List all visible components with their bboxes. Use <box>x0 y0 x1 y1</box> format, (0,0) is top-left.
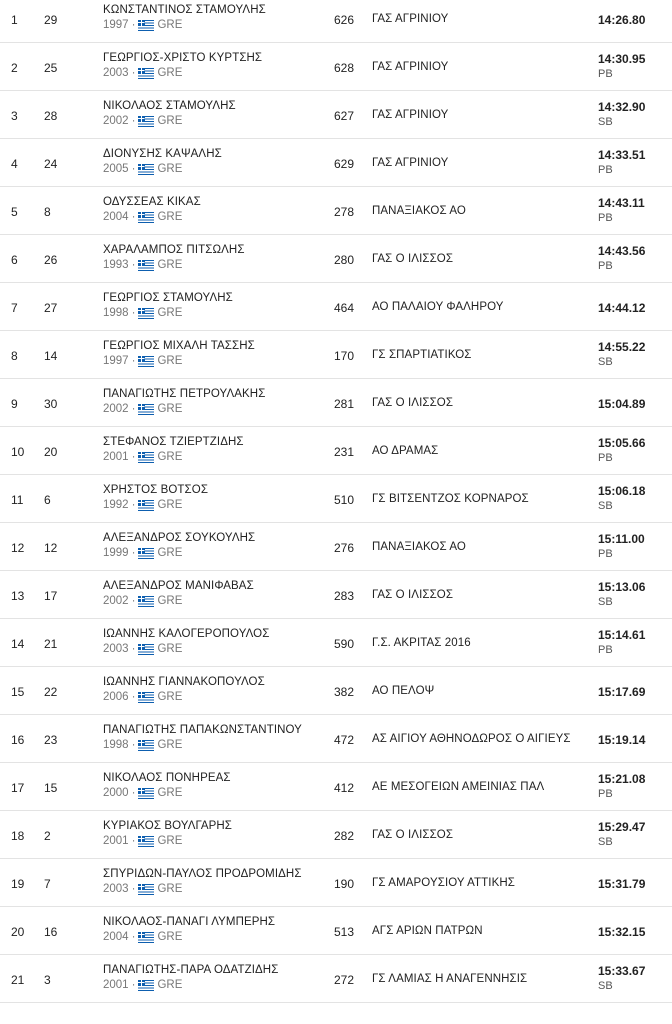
athlete-meta <box>103 451 182 463</box>
result-row[interactable] <box>0 523 672 571</box>
nationality: GRE <box>157 643 183 655</box>
result-time: 14:55.22 <box>598 340 646 354</box>
result-time: 15:17.69 <box>598 685 646 699</box>
rank: 15 <box>11 685 25 699</box>
result-time: 15:33.67 <box>598 964 646 978</box>
athlete-meta <box>103 643 182 655</box>
result-row[interactable] <box>0 379 672 427</box>
greece-flag-icon <box>138 212 154 223</box>
greece-flag-icon <box>138 116 154 127</box>
bib-number: 30 <box>44 397 58 411</box>
club-name[interactable]: ΑΟ ΠΑΛΑΙΟΥ ΦΑΛΗΡΟΥ <box>372 301 504 313</box>
bib-number: 17 <box>44 589 58 603</box>
greece-flag-icon <box>138 308 154 319</box>
result-row[interactable] <box>0 0 672 43</box>
nationality: GRE <box>157 355 183 367</box>
athlete-meta <box>103 211 182 223</box>
result-time: 14:32.90 <box>598 100 646 114</box>
meta-separator: · <box>131 403 136 415</box>
result-row[interactable] <box>0 619 672 667</box>
points: 190 <box>334 877 355 891</box>
meta-separator: · <box>131 931 136 943</box>
bib-number: 15 <box>44 781 58 795</box>
athlete-name[interactable]: ΚΥΡΙΑΚΟΣ ΒΟΥΛΓΑΡΗΣ <box>103 820 233 832</box>
rank: 16 <box>11 733 25 747</box>
nationality: GRE <box>157 499 183 511</box>
greece-flag-icon <box>138 164 154 175</box>
points: 231 <box>334 445 355 459</box>
result-time: 15:31.79 <box>598 877 646 891</box>
result-row[interactable] <box>0 235 672 283</box>
athlete-meta <box>103 979 182 991</box>
nationality: GRE <box>157 691 183 703</box>
record-badge: PB <box>598 212 613 224</box>
club-name[interactable]: ΓΑΣ Ο ΙΛΙΣΣΟΣ <box>372 829 454 841</box>
result-time: 15:06.18 <box>598 484 646 498</box>
result-row[interactable] <box>0 475 672 523</box>
nationality: GRE <box>157 163 183 175</box>
nationality: GRE <box>157 19 183 31</box>
athlete-name[interactable]: ΙΩΑΝΝΗΣ ΚΑΛΟΓΕΡΟΠΟΥΛΟΣ <box>103 628 270 640</box>
birth-year: 1999 <box>103 547 129 559</box>
result-time: 15:29.47 <box>598 820 646 834</box>
athlete-name[interactable]: ΝΙΚΟΛΑΟΣ ΣΤΑΜΟΥΛΗΣ <box>103 100 236 112</box>
result-row[interactable] <box>0 91 672 139</box>
birth-year: 1997 <box>103 19 129 31</box>
nationality: GRE <box>157 931 183 943</box>
nationality: GRE <box>157 211 183 223</box>
club-name[interactable]: ΑΣ ΑΙΓΙΟΥ ΑΘΗΝΟΔΩΡΟΣ Ο ΑΙΓΙΕΥΣ <box>372 733 571 745</box>
points: 464 <box>334 301 355 315</box>
athlete-name[interactable]: ΟΔΥΣΣΕΑΣ ΚΙΚΑΣ <box>103 196 201 208</box>
greece-flag-icon <box>138 932 154 943</box>
nationality: GRE <box>157 979 183 991</box>
birth-year: 2001 <box>103 979 129 991</box>
rank: 12 <box>11 541 25 555</box>
result-row[interactable] <box>0 715 672 763</box>
bib-number: 28 <box>44 109 58 123</box>
points: 276 <box>334 541 355 555</box>
athlete-name[interactable]: ΔΙΟΝΥΣΗΣ ΚΑΨΑΛΗΣ <box>103 148 222 160</box>
bib-number: 29 <box>44 13 58 27</box>
nationality: GRE <box>157 883 183 895</box>
greece-flag-icon <box>138 980 154 991</box>
rank: 8 <box>11 349 18 363</box>
bib-number: 23 <box>44 733 58 747</box>
club-name[interactable]: ΓΣ ΣΠΑΡΤΙΑΤΙΚΟΣ <box>372 349 472 361</box>
result-time: 15:19.14 <box>598 733 646 747</box>
birth-year: 2003 <box>103 67 129 79</box>
bib-number: 24 <box>44 157 58 171</box>
record-badge: SB <box>598 500 613 512</box>
bib-number: 20 <box>44 445 58 459</box>
result-time: 15:21.08 <box>598 772 646 786</box>
athlete-name[interactable]: ΚΩΝΣΤΑΝΤΙΝΟΣ ΣΤΑΜΟΥΛΗΣ <box>103 4 266 16</box>
athlete-meta <box>103 691 182 703</box>
greece-flag-icon <box>138 788 154 799</box>
meta-separator: · <box>131 19 136 31</box>
record-badge: PB <box>598 644 613 656</box>
bib-number: 25 <box>44 61 58 75</box>
birth-year: 2006 <box>103 691 129 703</box>
athlete-name[interactable]: ΠΑΝΑΓΙΩΤΗΣ ΠΕΤΡΟΥΛΑΚΗΣ <box>103 388 266 400</box>
bib-number: 22 <box>44 685 58 699</box>
record-badge: PB <box>598 788 613 800</box>
bib-number: 21 <box>44 637 58 651</box>
bib-number: 26 <box>44 253 58 267</box>
result-row[interactable] <box>0 907 672 955</box>
athlete-meta <box>103 835 182 847</box>
rank: 18 <box>11 829 25 843</box>
meta-separator: · <box>131 643 136 655</box>
athlete-name[interactable]: ΧΡΗΣΤΟΣ ΒΟΤΣΟΣ <box>103 484 209 496</box>
club-name[interactable]: ΠΑΝΑΞΙΑΚΟΣ ΑΟ <box>372 205 466 217</box>
meta-separator: · <box>131 211 136 223</box>
athlete-meta <box>103 259 182 271</box>
athlete-name[interactable]: ΑΛΕΞΑΝΔΡΟΣ ΜΑΝΙΦΑΒΑΣ <box>103 580 254 592</box>
result-row[interactable] <box>0 187 672 235</box>
points: 272 <box>334 973 355 987</box>
athlete-meta <box>103 67 182 79</box>
club-name[interactable]: ΓΑΣ Ο ΙΛΙΣΣΟΣ <box>372 589 454 601</box>
greece-flag-icon <box>138 356 154 367</box>
meta-separator: · <box>131 355 136 367</box>
birth-year: 2002 <box>103 403 129 415</box>
meta-separator: · <box>131 547 136 559</box>
greece-flag-icon <box>138 68 154 79</box>
bib-number: 14 <box>44 349 58 363</box>
athlete-name[interactable]: ΠΑΝΑΓΙΩΤΗΣ-ΠΑΡΑ ΟΔΑΤΖΙΔΗΣ <box>103 964 279 976</box>
birth-year: 2001 <box>103 835 129 847</box>
birth-year: 1998 <box>103 307 129 319</box>
athlete-name[interactable]: ΝΙΚΟΛΑΟΣ-ΠΑΝΑΓΙ ΛΥΜΠΕΡΗΣ <box>103 916 276 928</box>
rank: 5 <box>11 205 18 219</box>
nationality: GRE <box>157 835 183 847</box>
athlete-meta <box>103 115 182 127</box>
record-badge: SB <box>598 836 613 848</box>
club-name[interactable]: ΑΟ ΠΕΛΟΨ <box>372 685 435 697</box>
athlete-meta <box>103 163 182 175</box>
rank: 9 <box>11 397 18 411</box>
athlete-name[interactable]: ΣΤΕΦΑΝΟΣ ΤΖΙΕΡΤΖΙΔΗΣ <box>103 436 244 448</box>
greece-flag-icon <box>138 260 154 271</box>
record-badge: PB <box>598 68 613 80</box>
greece-flag-icon <box>138 836 154 847</box>
result-time: 15:32.15 <box>598 925 646 939</box>
points: 382 <box>334 685 355 699</box>
result-row[interactable] <box>0 859 672 907</box>
record-badge: PB <box>598 164 613 176</box>
result-time: 14:43.11 <box>598 196 645 210</box>
points: 510 <box>334 493 355 507</box>
bib-number: 2 <box>44 829 51 843</box>
birth-year: 2002 <box>103 115 129 127</box>
club-name[interactable]: ΑΕ ΜΕΣΟΓΕΙΩΝ ΑΜΕΙΝΙΑΣ ΠΑΛ <box>372 781 545 793</box>
points: 513 <box>334 925 355 939</box>
greece-flag-icon <box>138 884 154 895</box>
club-name[interactable]: Γ.Σ. ΑΚΡΙΤΑΣ 2016 <box>372 637 471 649</box>
meta-separator: · <box>131 787 136 799</box>
result-time: 15:13.06 <box>598 580 646 594</box>
rank: 2 <box>11 61 18 75</box>
rank: 3 <box>11 109 18 123</box>
nationality: GRE <box>157 115 183 127</box>
athlete-name[interactable]: ΑΛΕΞΑΝΔΡΟΣ ΣΟΥΚΟΥΛΗΣ <box>103 532 256 544</box>
bib-number: 27 <box>44 301 58 315</box>
result-time: 14:26.80 <box>598 13 646 27</box>
meta-separator: · <box>131 499 136 511</box>
athlete-meta <box>103 787 182 799</box>
record-badge: SB <box>598 116 613 128</box>
meta-separator: · <box>131 883 136 895</box>
meta-separator: · <box>131 259 136 271</box>
record-badge: SB <box>598 356 613 368</box>
result-time: 15:14.61 <box>598 628 646 642</box>
result-time: 14:43.56 <box>598 244 646 258</box>
athlete-name[interactable]: ΓΕΩΡΓΙΟΣ ΣΤΑΜΟΥΛΗΣ <box>103 292 233 304</box>
birth-year: 2004 <box>103 931 129 943</box>
club-name[interactable]: ΑΟ ΔΡΑΜΑΣ <box>372 445 439 457</box>
athlete-name[interactable]: ΧΑΡΑΛΑΜΠΟΣ ΠΙΤΣΩΛΗΣ <box>103 244 245 256</box>
points: 627 <box>334 109 355 123</box>
athlete-name[interactable]: ΠΑΝΑΓΙΩΤΗΣ ΠΑΠΑΚΩΝΣΤΑΝΤΙΝΟΥ <box>103 724 302 736</box>
result-time: 15:11.00 <box>598 532 645 546</box>
athlete-name[interactable]: ΓΕΩΡΓΙΟΣ-ΧΡΙΣΤΟ ΚΥΡΤΣΗΣ <box>103 52 263 64</box>
rank: 13 <box>11 589 25 603</box>
birth-year: 1993 <box>103 259 129 271</box>
rank: 4 <box>11 157 18 171</box>
result-time: 14:44.12 <box>598 301 646 315</box>
points: 629 <box>334 157 355 171</box>
nationality: GRE <box>157 451 183 463</box>
athlete-meta <box>103 595 182 607</box>
club-name[interactable]: ΓΑΣ ΑΓΡΙΝΙΟΥ <box>372 13 449 25</box>
result-row[interactable] <box>0 571 672 619</box>
athlete-meta <box>103 499 182 511</box>
rank: 14 <box>11 637 25 651</box>
nationality: GRE <box>157 259 183 271</box>
result-row[interactable] <box>0 139 672 187</box>
nationality: GRE <box>157 739 183 751</box>
result-row[interactable] <box>0 811 672 859</box>
athlete-meta <box>103 547 182 559</box>
points: 280 <box>334 253 355 267</box>
meta-separator: · <box>131 835 136 847</box>
birth-year: 2001 <box>103 451 129 463</box>
greece-flag-icon <box>138 548 154 559</box>
nationality: GRE <box>157 595 183 607</box>
birth-year: 2002 <box>103 595 129 607</box>
greece-flag-icon <box>138 692 154 703</box>
points: 283 <box>334 589 355 603</box>
bib-number: 8 <box>44 205 51 219</box>
rank: 17 <box>11 781 25 795</box>
athlete-name[interactable]: ΝΙΚΟΛΑΟΣ ΠΟΝΗΡΕΑΣ <box>103 772 231 784</box>
points: 412 <box>334 781 355 795</box>
points: 472 <box>334 733 355 747</box>
athlete-meta <box>103 19 182 31</box>
points: 170 <box>334 349 355 363</box>
club-name[interactable]: ΓΑΣ ΑΓΡΙΝΙΟΥ <box>372 157 449 169</box>
nationality: GRE <box>157 403 183 415</box>
points: 626 <box>334 13 355 27</box>
rank: 1 <box>11 13 18 27</box>
birth-year: 2000 <box>103 787 129 799</box>
greece-flag-icon <box>138 596 154 607</box>
result-time: 15:05.66 <box>598 436 646 450</box>
result-time: 15:04.89 <box>598 397 646 411</box>
birth-year: 2005 <box>103 163 129 175</box>
result-row[interactable] <box>0 427 672 475</box>
bib-number: 7 <box>44 877 51 891</box>
record-badge: PB <box>598 452 613 464</box>
rank: 7 <box>11 301 18 315</box>
meta-separator: · <box>131 739 136 751</box>
greece-flag-icon <box>138 404 154 415</box>
athlete-meta <box>103 355 182 367</box>
result-time: 14:30.95 <box>598 52 646 66</box>
meta-separator: · <box>131 979 136 991</box>
rank: 19 <box>11 877 25 891</box>
athlete-meta <box>103 883 182 895</box>
club-name[interactable]: ΓΣ ΒΙΤΣΕΝΤΖΟΣ ΚΟΡΝΑΡΟΣ <box>372 493 529 505</box>
club-name[interactable]: ΓΑΣ ΑΓΡΙΝΙΟΥ <box>372 109 449 121</box>
athlete-name[interactable]: ΣΠΥΡΙΔΩΝ-ΠΑΥΛΟΣ ΠΡΟΔΡΟΜΙΔΗΣ <box>103 868 302 880</box>
meta-separator: · <box>131 67 136 79</box>
athlete-name[interactable]: ΙΩΑΝΝΗΣ ΓΙΑΝΝΑΚΟΠΟΥΛΟΣ <box>103 676 265 688</box>
club-name[interactable]: ΓΣ ΑΜΑΡΟΥΣΙΟΥ ΑΤΤΙΚΗΣ <box>372 877 515 889</box>
club-name[interactable]: ΓΑΣ Ο ΙΛΙΣΣΟΣ <box>372 253 454 265</box>
birth-year: 2004 <box>103 211 129 223</box>
birth-year: 1992 <box>103 499 129 511</box>
result-row[interactable] <box>0 283 672 331</box>
result-time: 14:33.51 <box>598 148 646 162</box>
nationality: GRE <box>157 547 183 559</box>
athlete-meta <box>103 307 182 319</box>
result-row[interactable] <box>0 667 672 715</box>
bib-number: 16 <box>44 925 58 939</box>
rank: 10 <box>11 445 25 459</box>
points: 282 <box>334 829 355 843</box>
meta-separator: · <box>131 115 136 127</box>
greece-flag-icon <box>138 20 154 31</box>
greece-flag-icon <box>138 644 154 655</box>
bib-number: 6 <box>44 493 51 507</box>
nationality: GRE <box>157 67 183 79</box>
athlete-meta <box>103 403 182 415</box>
nationality: GRE <box>157 307 183 319</box>
club-name[interactable]: ΓΣ ΛΑΜΙΑΣ Η ΑΝΑΓΕΝΝΗΣΙΣ <box>372 973 528 985</box>
record-badge: SB <box>598 980 613 992</box>
greece-flag-icon <box>138 452 154 463</box>
meta-separator: · <box>131 451 136 463</box>
rank: 21 <box>11 973 25 987</box>
result-row[interactable] <box>0 763 672 811</box>
club-name[interactable]: ΑΓΣ ΑΡΙΩΝ ΠΑΤΡΩΝ <box>372 925 483 937</box>
meta-separator: · <box>131 163 136 175</box>
record-badge: SB <box>598 596 613 608</box>
club-name[interactable]: ΓΑΣ Ο ΙΛΙΣΣΟΣ <box>372 397 454 409</box>
record-badge: PB <box>598 548 613 560</box>
club-name[interactable]: ΓΑΣ ΑΓΡΙΝΙΟΥ <box>372 61 449 73</box>
nationality: GRE <box>157 787 183 799</box>
athlete-meta <box>103 931 182 943</box>
rank: 6 <box>11 253 18 267</box>
greece-flag-icon <box>138 500 154 511</box>
birth-year: 1997 <box>103 355 129 367</box>
points: 590 <box>334 637 355 651</box>
result-row[interactable] <box>0 955 672 1003</box>
bib-number: 12 <box>44 541 58 555</box>
birth-year: 2003 <box>103 883 129 895</box>
club-name[interactable]: ΠΑΝΑΞΙΑΚΟΣ ΑΟ <box>372 541 466 553</box>
athlete-meta <box>103 739 182 751</box>
result-row[interactable] <box>0 43 672 91</box>
points: 278 <box>334 205 355 219</box>
points: 628 <box>334 61 355 75</box>
meta-separator: · <box>131 595 136 607</box>
birth-year: 2003 <box>103 643 129 655</box>
rank: 20 <box>11 925 25 939</box>
birth-year: 1998 <box>103 739 129 751</box>
athlete-name[interactable]: ΓΕΩΡΓΙΟΣ ΜΙΧΑΛΗ ΤΑΣΣΗΣ <box>103 340 255 352</box>
meta-separator: · <box>131 691 136 703</box>
meta-separator: · <box>131 307 136 319</box>
greece-flag-icon <box>138 740 154 751</box>
record-badge: PB <box>598 260 613 272</box>
bib-number: 3 <box>44 973 51 987</box>
rank: 11 <box>11 493 24 507</box>
points: 281 <box>334 397 355 411</box>
result-row[interactable] <box>0 331 672 379</box>
